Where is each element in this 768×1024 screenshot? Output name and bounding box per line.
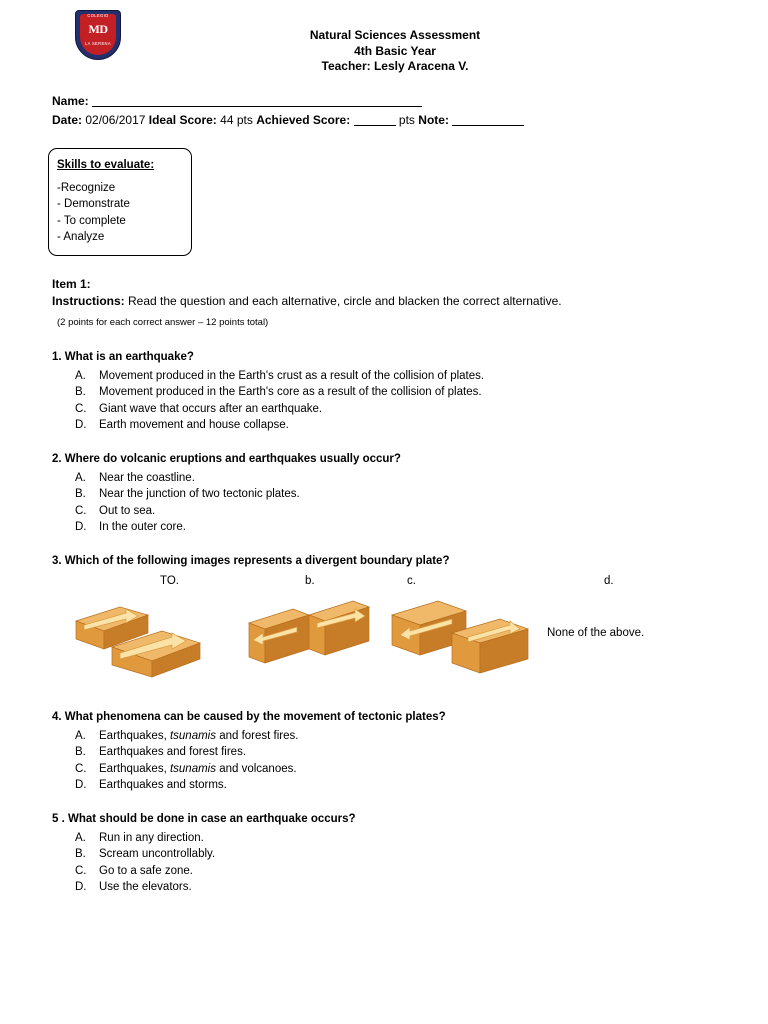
tectonic-block-figure-c[interactable] <box>390 597 518 679</box>
skills-item: - To complete <box>57 214 126 227</box>
figure-label-a: TO. <box>160 574 179 587</box>
question-body: What phenomena can be caused by the movement of tectonic plates? <box>64 710 446 723</box>
question-number: 5 . <box>52 812 65 825</box>
question-text <box>52 811 768 827</box>
option-row[interactable] <box>75 368 768 385</box>
questions-list <box>52 349 768 896</box>
option-text: Earthquakes and forest fires. <box>99 746 247 758</box>
points-unit: pts <box>398 113 415 127</box>
tectonic-block-diagram-icon <box>74 597 202 679</box>
option-row[interactable] <box>75 777 768 794</box>
achieved-score-label: Achieved Score: <box>256 113 351 127</box>
question-body: Which of the following images represents a divergent boundary plate? <box>64 554 450 567</box>
option-letter: C. <box>75 402 87 415</box>
date-score-row <box>52 111 768 130</box>
question-1 <box>52 349 768 434</box>
option-text: Earthquakes, tsunamis and forest fires. <box>99 729 299 742</box>
question-2 <box>52 451 768 536</box>
figures-row <box>52 597 768 687</box>
figure-labels <box>52 575 768 593</box>
question-body: Where do volcanic eruptions and earthquakes usually occur? <box>64 452 401 465</box>
option-text: In the outer core. <box>99 521 186 533</box>
question-4 <box>52 709 768 794</box>
question-text <box>52 451 768 467</box>
instructions-label: Instructions: <box>52 293 125 308</box>
figure-label-d: d. <box>604 574 614 587</box>
ideal-score-label: Ideal Score: <box>148 113 217 127</box>
tectonic-block-figure-a[interactable] <box>74 597 202 679</box>
option-letter: B. <box>75 746 86 758</box>
option-row[interactable] <box>75 761 768 778</box>
question-body: What should be done in case an earthquake occurs? <box>68 812 356 825</box>
document-header <box>0 0 768 82</box>
option-letter: D. <box>75 521 87 533</box>
school-logo <box>75 10 121 62</box>
option-letter: A. <box>75 369 86 382</box>
option-none-of-the-above[interactable]: None of the above. <box>547 626 645 639</box>
title-line-1: Natural Sciences Assessment <box>309 28 481 42</box>
title-line-3: Teacher: Lesly Aracena V. <box>321 59 469 73</box>
title-line-2: 4th Basic Year <box>354 43 436 58</box>
name-label: Name: <box>52 94 89 108</box>
option-letter: D. <box>75 779 87 791</box>
option-row[interactable] <box>75 830 768 847</box>
option-text: Run in any direction. <box>99 831 204 844</box>
name-input-line[interactable] <box>92 95 422 107</box>
option-letter: A. <box>75 729 86 742</box>
option-letter: D. <box>75 881 87 893</box>
tectonic-block-figure-b[interactable] <box>245 597 373 679</box>
option-text: Earthquakes, tsunamis and volcanoes. <box>99 762 297 775</box>
option-row[interactable] <box>75 519 768 536</box>
skills-title: Skills to evaluate: <box>57 159 155 171</box>
skills-item: - Analyze <box>57 231 105 243</box>
question-number: 1. <box>52 350 62 363</box>
option-letter: C. <box>75 762 87 775</box>
note-label: Note: <box>418 113 449 127</box>
option-row[interactable] <box>75 728 768 745</box>
page-title <box>150 28 640 75</box>
option-row[interactable] <box>75 846 768 863</box>
question-text <box>52 553 768 569</box>
tectonic-block-diagram-icon <box>390 597 530 679</box>
option-text: Movement produced in the Earth's crust as a result of the collision of plates. <box>99 369 485 382</box>
option-letter: B. <box>75 848 86 860</box>
option-text: Giant wave that occurs after an earthquake. <box>99 402 323 415</box>
question-text <box>52 709 768 725</box>
figure-label-b: b. <box>305 574 315 587</box>
option-letter: B. <box>75 488 86 500</box>
name-row <box>52 92 768 111</box>
skills-item: - Demonstrate <box>57 198 130 210</box>
item-label: Item 1: <box>52 276 91 291</box>
option-row[interactable] <box>75 401 768 418</box>
question-number: 2. <box>52 452 62 465</box>
option-text: Earth movement and house collapse. <box>99 419 289 431</box>
option-row[interactable] <box>75 744 768 761</box>
date-value: 02/06/2017 <box>85 113 146 127</box>
option-text: Near the coastline. <box>99 471 195 484</box>
option-row[interactable] <box>75 879 768 896</box>
student-identification <box>52 92 768 130</box>
option-text: Near the junction of two tectonic plates. <box>99 488 300 500</box>
option-letter: B. <box>75 386 86 398</box>
points-note: (2 points for each correct answer – 12 points total) <box>57 316 269 328</box>
option-row[interactable] <box>75 470 768 487</box>
option-text: Scream uncontrollably. <box>99 848 216 860</box>
option-row[interactable] <box>75 417 768 434</box>
option-text: Movement produced in the Earth's core as a result of the collision of plates. <box>99 386 482 398</box>
option-row[interactable] <box>75 486 768 503</box>
option-letter: A. <box>75 831 86 844</box>
instructions-text: Read the question and each alternative, circle and blacken the correct alternative. <box>128 293 562 308</box>
achieved-score-input-line[interactable] <box>354 114 396 126</box>
instructions <box>52 293 768 310</box>
question-5 <box>52 811 768 896</box>
option-letter: A. <box>75 471 86 484</box>
note-input-line[interactable] <box>452 114 524 126</box>
option-letter: D. <box>75 419 87 431</box>
ideal-score-value: 44 pts <box>220 113 253 127</box>
option-row[interactable] <box>75 863 768 880</box>
option-text: Out to sea. <box>99 504 156 517</box>
option-letter: C. <box>75 504 87 517</box>
logo-bottom-text: LA SERENA <box>85 41 111 46</box>
logo-top-text: COLEGIO <box>87 13 109 18</box>
skills-box <box>48 148 192 256</box>
question-number: 3. <box>52 554 62 567</box>
item-section <box>52 276 768 331</box>
tectonic-block-diagram-icon <box>245 597 373 679</box>
date-label: Date: <box>52 113 83 127</box>
question-number: 4. <box>52 710 62 723</box>
option-text: Earthquakes and storms. <box>99 779 227 791</box>
option-text: Go to a safe zone. <box>99 864 193 877</box>
figure-label-c: c. <box>407 574 416 587</box>
option-row[interactable] <box>75 384 768 401</box>
question-body: What is an earthquake? <box>64 350 194 363</box>
logo-letters: MD <box>88 22 108 36</box>
skills-item: -Recognize <box>57 181 116 194</box>
question-text <box>52 349 768 365</box>
option-text: Use the elevators. <box>99 881 192 893</box>
option-row[interactable] <box>75 503 768 520</box>
question-3 <box>52 553 768 687</box>
option-letter: C. <box>75 864 87 877</box>
